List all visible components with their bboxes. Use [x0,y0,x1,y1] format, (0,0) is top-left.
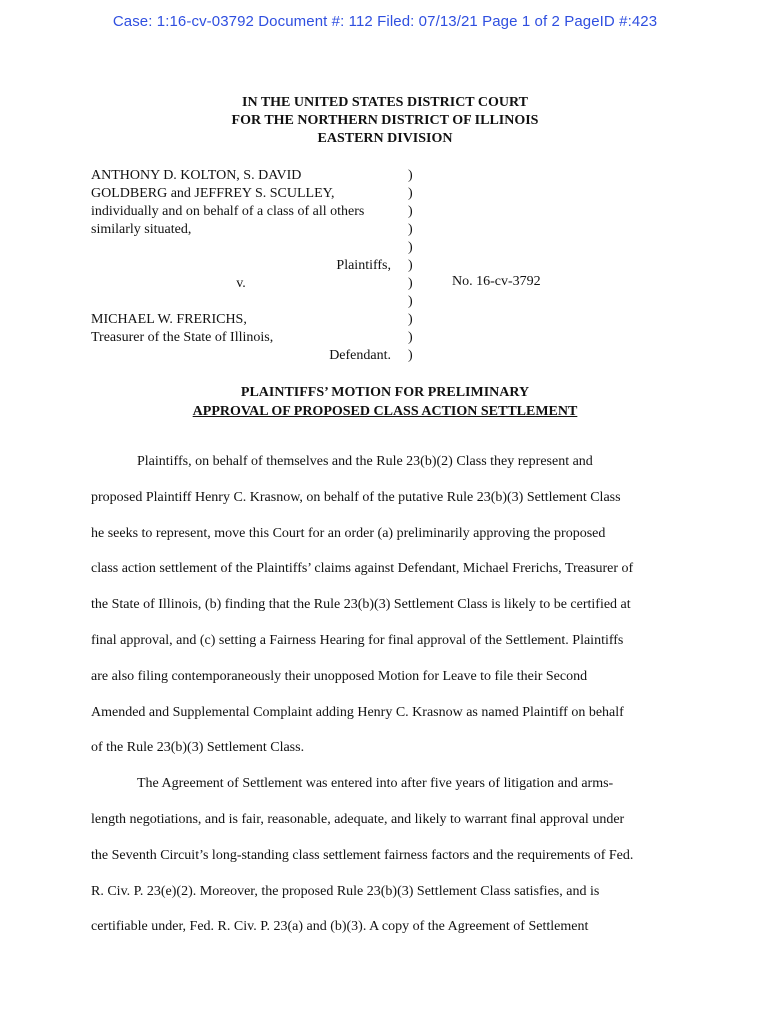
plaintiffs-line: similarly situated, [91,222,192,237]
ecf-filing-header: Case: 1:16-cv-03792 Document #: 112 Filed: 07/13/21 Page 1 of 2 PageID #:423 [112,13,658,30]
case-caption [91,167,691,367]
paragraph-2-line: certifiable under, Fed. R. Civ. P. 23(a) and (b)(3). A copy of the Agreement of Settlement [91,919,589,935]
paragraph-2-line: The Agreement of Settlement was entered into after five years of litigation and arms- [137,776,614,792]
defendant-line: Treasurer of the State of Illinois, [91,330,274,345]
court-heading-line-1: IN THE UNITED STATES DISTRICT COURT [242,95,528,110]
caption-paren: ) [408,276,413,291]
caption-paren: ) [408,312,413,327]
paragraph-1-line: the State of Illinois, (b) finding that the Rule 23(b)(3) Settlement Class is likely to be certified at [91,597,631,613]
caption-paren: ) [408,204,413,219]
paragraph-2-line: length negotiations, and is fair, reasonable, adequate, and likely to warrant final approval under [91,811,625,827]
caption-paren: ) [408,294,413,309]
caption-parties [91,167,391,365]
paragraph-1-line: are also filing contemporaneously their unopposed Motion for Leave to file their Second [91,668,588,684]
caption-paren: ) [408,258,413,273]
defendant-line: MICHAEL W. FRERICHS, [91,312,247,327]
caption-spacer [91,239,391,257]
paragraph-2-line: R. Civ. P. 23(e)(2). Moreover, the proposed Rule 23(b)(3) Settlement Class satisfies, and is [91,883,600,899]
versus-label: v. [236,276,246,291]
caption-paren-column [408,167,418,365]
court-heading-line-2: FOR THE NORTHERN DISTRICT OF ILLINOIS [231,113,539,128]
caption-paren: ) [408,222,413,237]
paragraph-1-line: final approval, and (c) setting a Fairness Hearing for final approval of the Settlement. Plaintiffs [91,632,624,648]
court-heading-line-3: EASTERN DIVISION [317,131,453,146]
paragraph-1-line: he seeks to represent, move this Court for an order (a) preliminarily approving the proposed [91,525,606,541]
caption-paren: ) [408,348,413,363]
caption-paren: ) [408,186,413,201]
paragraph-1-line: class action settlement of the Plaintiffs’ claims against Defendant, Michael Frerichs, Treasurer of [91,561,634,577]
paragraph-1-line: proposed Plaintiff Henry C. Krasnow, on behalf of the putative Rule 23(b)(3) Settlement Class [91,489,621,505]
caption-paren: ) [408,168,413,183]
paragraph-2-line: the Seventh Circuit’s long-standing class settlement fairness factors and the requirements of Fed. [91,847,634,863]
caption-paren: ) [408,240,413,255]
motion-body [91,444,681,945]
court-heading [0,94,770,148]
motion-title-line-2: APPROVAL OF PROPOSED CLASS ACTION SETTLEMENT [192,404,578,419]
motion-title [0,383,770,421]
defendant-label: Defendant. [329,348,391,363]
plaintiffs-line: ANTHONY D. KOLTON, S. DAVID [91,168,302,183]
motion-title-line-1: PLAINTIFFS’ MOTION FOR PRELIMINARY [240,385,530,400]
caption-spacer [91,293,391,311]
paragraph-1-line: Amended and Supplemental Complaint adding Henry C. Krasnow as named Plaintiff on behalf [91,704,624,720]
plaintiffs-line: individually and on behalf of a class of all others [91,204,365,219]
case-number: No. 16-cv-3792 [452,274,541,289]
paragraph-1-line: of the Rule 23(b)(3) Settlement Class. [91,740,305,756]
plaintiffs-line: GOLDBERG and JEFFREY S. SCULLEY, [91,186,335,201]
paragraph-1-line: Plaintiffs, on behalf of themselves and the Rule 23(b)(2) Class they represent and [137,454,593,469]
plaintiffs-label: Plaintiffs, [336,258,391,273]
caption-paren: ) [408,330,413,345]
